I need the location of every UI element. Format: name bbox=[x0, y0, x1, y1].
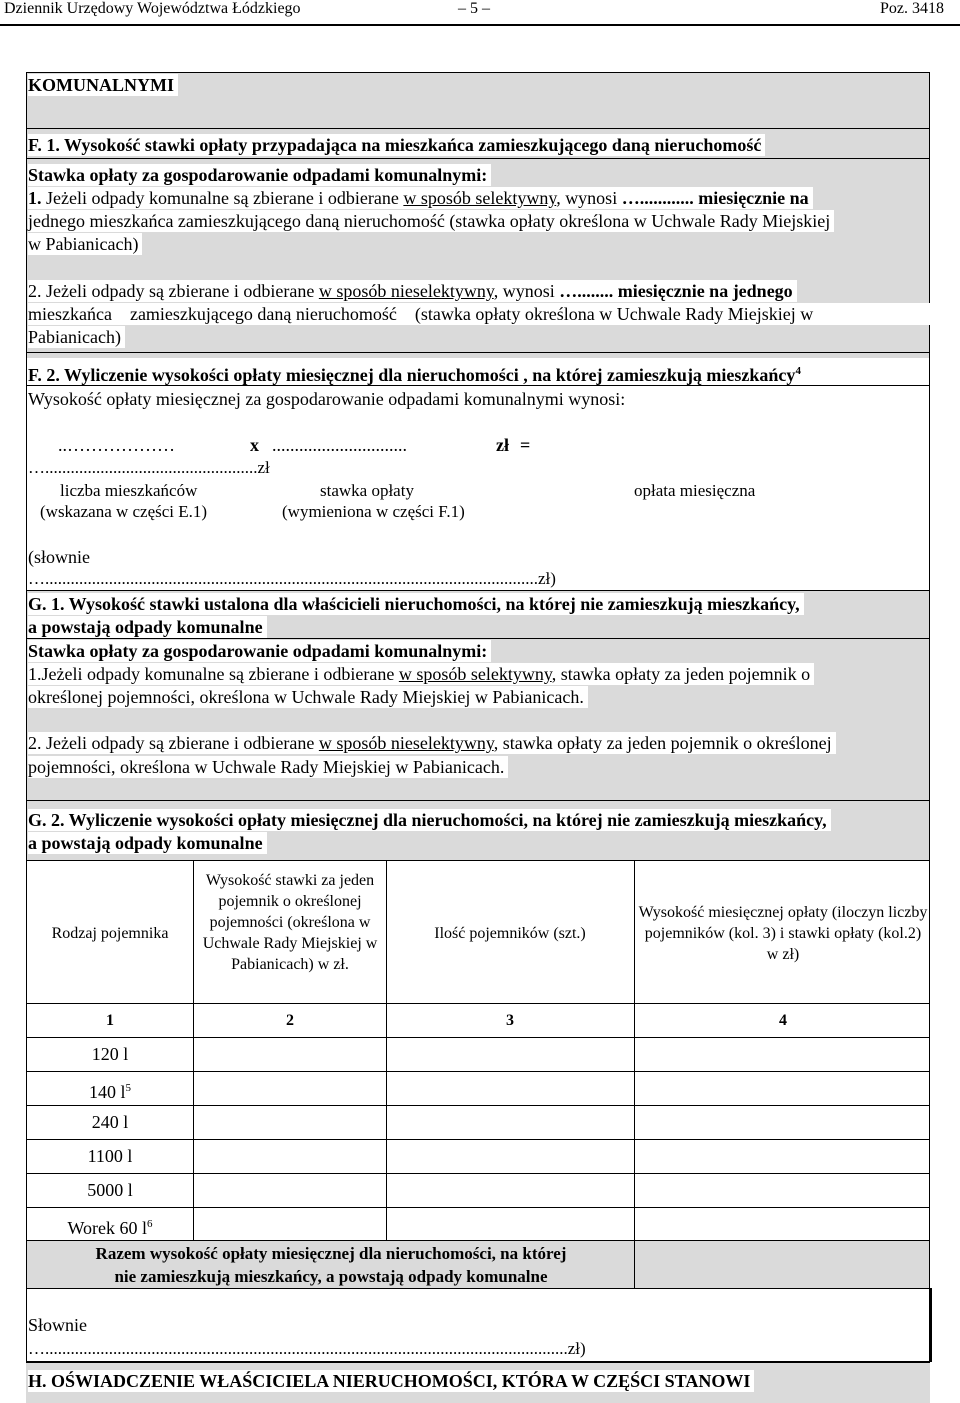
g2-title-line2: a powstają odpady komunalne bbox=[28, 832, 267, 854]
total-row-label-line1: Razem wysokość opłaty miesięcznej dla nieruchomości, na której bbox=[95, 1244, 567, 1263]
table-line bbox=[26, 860, 930, 861]
formula-zl: zł bbox=[496, 435, 509, 455]
page-header bbox=[0, 0, 960, 26]
table-row-container-type: 1100 l bbox=[87, 1146, 133, 1166]
divider bbox=[26, 158, 930, 159]
f1-p2-l2-b: zamieszkującego daną nieruchomość bbox=[129, 304, 397, 324]
table-line bbox=[26, 1207, 930, 1208]
f1-p2-fill: …........ miesięcznie na jednego bbox=[559, 281, 793, 301]
formula-x: x bbox=[250, 435, 259, 455]
f1-p1-line2: jednego mieszkańca zamieszkującego daną nieruchomość (stawka opłaty określona w Uchwale Rady Miejskiej bbox=[28, 210, 834, 232]
words-line: …....................................................................................................................zł) bbox=[28, 569, 556, 588]
f1-p2-underline: w sposób nieselektywny bbox=[318, 281, 494, 301]
divider bbox=[26, 385, 930, 386]
g1-p2-text-b: , stawka opłaty za jeden pojemnik o określonej bbox=[493, 733, 832, 753]
f1-p1-number: 1. bbox=[28, 188, 42, 208]
f1-p1-text-b: , wynosi bbox=[556, 188, 618, 208]
f1-p1-fill: …............ miesięcznie na bbox=[621, 188, 809, 208]
f2-intro: Wysokość opłaty miesięcznej za gospodarowanie odpadami komunalnymi wynosi: bbox=[28, 389, 626, 409]
g1-p2-text: 2. Jeżeli odpady są zbierane i odbierane bbox=[28, 733, 315, 753]
footnote-ref: 4 bbox=[795, 365, 801, 377]
page-number: – 5 – bbox=[458, 0, 490, 17]
journal-title: Dziennik Urzędowy Województwa Łódzkiego bbox=[4, 0, 301, 17]
g1-p1-line2: określonej pojemności, określona w Uchwale Rady Miejskiej w Pabianicach. bbox=[28, 686, 588, 708]
table-line bbox=[26, 1105, 930, 1106]
table-line bbox=[26, 1139, 930, 1140]
formula-dots-1: ..……………… bbox=[58, 435, 175, 455]
h-title: H. OŚWIADCZENIE WŁAŚCICIELA NIERUCHOMOŚCI, KTÓRA W CZĘŚCI STANOWI bbox=[28, 1370, 754, 1392]
f1-title: F. 1. Wysokość stawki opłaty przypadająca na mieszkańca zamieszkującego daną nieruchomość bbox=[28, 134, 765, 156]
col-number-3: 3 bbox=[506, 1012, 514, 1029]
formula-dots-3: …..................................................zł bbox=[28, 458, 270, 477]
f1-p2-text-b: , wynosi bbox=[493, 281, 555, 301]
g1-title-line2: a powstają odpady komunalne bbox=[28, 616, 267, 638]
divider bbox=[26, 800, 930, 801]
f1-paragraph-1 bbox=[28, 187, 813, 209]
col-header-rate: Wysokość stawki za jeden pojemnik o określonej pojemności (określona w Uchwale Rady Miejskiej w Pabianicach) w zł. bbox=[202, 872, 378, 973]
divider bbox=[26, 1362, 930, 1363]
f1-p1-underline: w sposób selektywny bbox=[403, 188, 557, 208]
f1-p1-line3: w Pabianicach) bbox=[28, 233, 142, 255]
table-line bbox=[26, 1071, 930, 1072]
divider bbox=[26, 590, 930, 591]
label-monthly-fee: opłata miesięczna bbox=[634, 481, 756, 500]
total-row-label-line2: nie zamieszkują mieszkańcy, a powstają odpady komunalne bbox=[114, 1267, 548, 1286]
table-row-container-type: 120 l bbox=[91, 1044, 129, 1064]
form-frame bbox=[26, 72, 930, 1362]
table-line bbox=[26, 1037, 930, 1038]
table-row-container-type: 5000 l bbox=[87, 1180, 133, 1200]
g1-p2-line2: pojemności, określona w Uchwale Rady Miejskiej w Pabianicach. bbox=[28, 756, 508, 778]
label-residents-ref: (wskazana w części E.1) bbox=[40, 502, 208, 521]
label-rate: stawka opłaty bbox=[320, 481, 414, 500]
table-line bbox=[634, 860, 635, 1288]
g1-p1-text: 1.Jeżeli odpady komunalne są zbierane i odbierane bbox=[28, 664, 395, 684]
g1-title-line1: G. 1. Wysokość stawki ustalona dla właścicieli nieruchomości, na której nie zamieszkują mieszkańcy, bbox=[28, 593, 804, 615]
divider bbox=[26, 638, 930, 639]
col-header-monthly-fee: Wysokość miesięcznej opłaty (iloczyn liczby pojemników (kol. 3) i stawki opłaty (kol.2) w zł) bbox=[638, 904, 928, 963]
table-row-container-type bbox=[28, 1078, 192, 1103]
section-e-tail: KOMUNALNYMI bbox=[28, 74, 178, 96]
footnote-ref: 5 bbox=[125, 1082, 131, 1094]
f1-p2-line2 bbox=[28, 303, 932, 325]
table-line bbox=[26, 1173, 930, 1174]
f1-p2-line3: Pabianicach) bbox=[28, 326, 125, 348]
formula-dots-2: .............................. bbox=[272, 435, 407, 455]
table-line bbox=[26, 1003, 930, 1004]
g1-p2-underline: w sposób nieselektywny bbox=[318, 733, 494, 753]
formula-equals: = bbox=[520, 435, 531, 455]
table-line bbox=[26, 1288, 930, 1289]
words-label-2: Słownie bbox=[28, 1315, 88, 1335]
table-line bbox=[193, 860, 194, 1240]
row-label: 140 l bbox=[88, 1082, 126, 1102]
words-label: (słownie bbox=[28, 547, 90, 567]
f1-subtitle: Stawka opłaty za gospodarowanie odpadami komunalnymi: bbox=[28, 164, 491, 186]
table-row-container-type bbox=[28, 1214, 192, 1239]
g2-title-line1: G. 2. Wyliczenie wysokości opłaty miesięcznej dla nieruchomości, na której nie zamieszkują mieszkańcy, bbox=[28, 809, 831, 831]
divider bbox=[26, 128, 930, 129]
f1-p2-l2-a: mieszkańca bbox=[28, 304, 112, 324]
f2-title-text: F. 2. Wyliczenie wysokości opłaty miesięcznej dla nieruchomości , na której zamieszkują mieszkańcy bbox=[28, 365, 796, 385]
table-line bbox=[26, 1240, 930, 1241]
col-header-container-type: Rodzaj pojemnika bbox=[51, 925, 169, 942]
col-number-1: 1 bbox=[106, 1012, 114, 1029]
f1-p2-text: 2. Jeżeli odpady są zbierane i odbierane bbox=[28, 281, 315, 301]
row-label: Worek 60 l bbox=[67, 1218, 148, 1238]
col-header-count: Ilość pojemników (szt.) bbox=[434, 925, 586, 942]
footnote-ref: 6 bbox=[147, 1218, 153, 1230]
border-right bbox=[930, 1288, 932, 1362]
words-line-2: …...........................................................................................................................zł) bbox=[28, 1339, 586, 1358]
col-number-2: 2 bbox=[286, 1012, 294, 1029]
g1-paragraph-2 bbox=[28, 732, 836, 754]
f1-p1-text: Jeżeli odpady komunalne są zbierane i odbierane bbox=[46, 188, 399, 208]
g1-subtitle: Stawka opłaty za gospodarowanie odpadami komunalnymi: bbox=[28, 640, 491, 662]
divider bbox=[26, 352, 930, 353]
f1-p2-l2-c: (stawka opłaty określona w Uchwale Rady Miejskiej w bbox=[414, 304, 814, 324]
g1-p1-text-b: , stawka opłaty za jeden pojemnik o bbox=[551, 664, 811, 684]
label-residents: liczba mieszkańców bbox=[60, 481, 198, 500]
g1-p1-underline: w sposób selektywny bbox=[398, 664, 552, 684]
label-rate-ref: (wymieniona w części F.1) bbox=[282, 502, 465, 521]
f1-paragraph-2 bbox=[28, 280, 797, 302]
g1-paragraph-1 bbox=[28, 663, 814, 685]
f2-title bbox=[28, 360, 805, 386]
table-line bbox=[386, 860, 387, 1240]
table-row-container-type: 240 l bbox=[91, 1112, 129, 1132]
col-number-4: 4 bbox=[779, 1012, 787, 1029]
position-number: Poz. 3418 bbox=[880, 0, 944, 17]
